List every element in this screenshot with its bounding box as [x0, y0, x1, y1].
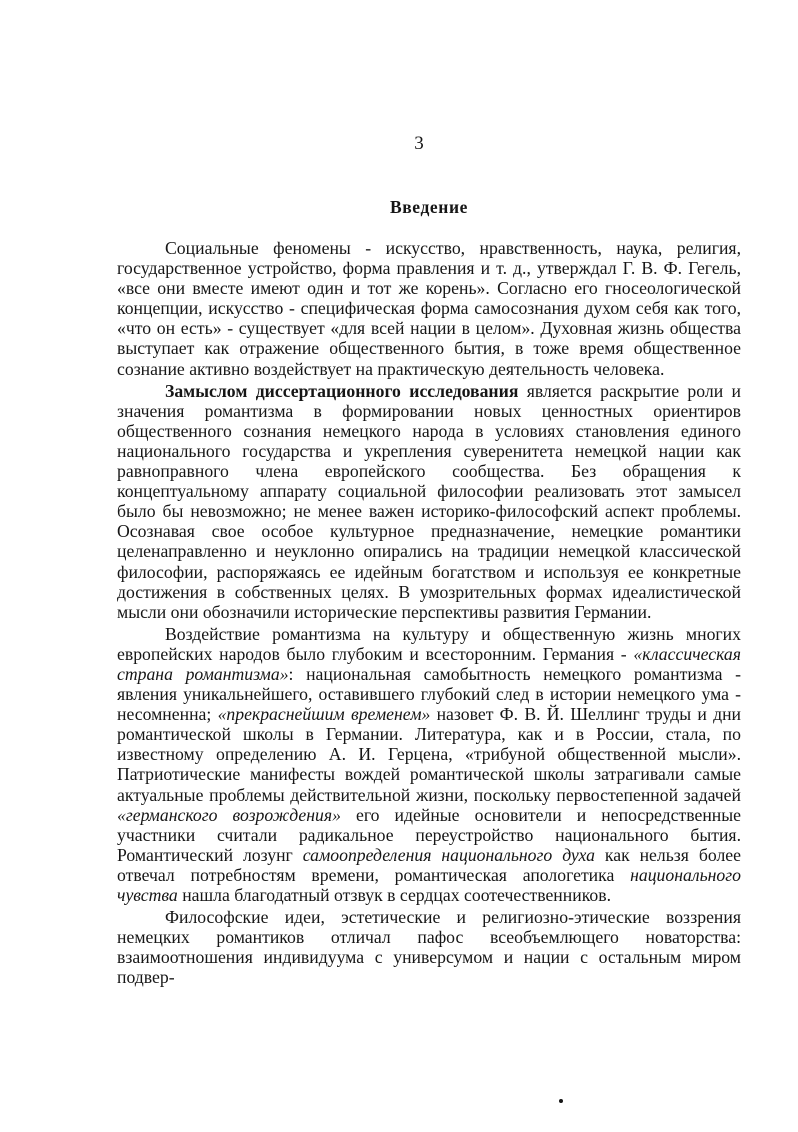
paragraph-2 [117, 381, 741, 622]
paragraph-3-text-c: назовет Ф. В. Й. Шеллинг труды и дни романтической школы в Германии. Литература, как и в России, стала, по известному определению А. И. Герцена, «трибуной общественной мысли». Патриотические манифесты вождей романтической школы затрагивали самые актуальные проблемы действительной жизни, поскольку первостепенной задачей [117, 704, 741, 805]
finest-time-quote: «прекраснейшим временем» [217, 704, 431, 725]
paragraph-1-text: Социальные феномены - искусство, нравственность, наука, религия, государственное устройство, форма правления и т. д., утверждал Г. В. Ф. Гегель, «все они вместе имеют один и тот же корень». Согласно его гносеологической концепции, искусство - специфическая форма самосознания духом себя как того, «что он есть» - существует «для всей нации в целом». Духовная жизнь общества выступает как отражение общественного бытия, в тоже время общественное сознание активно воздействует на практическую деятельность человека. [117, 238, 741, 379]
dissertation-concept-term: Замыслом диссертационного исследования [165, 380, 519, 401]
classic-country-quote: «классическая страна романтизма» [117, 643, 741, 684]
paragraph-3-text-b: : национальная самобытность немецкого романтизма - явления уникальнейшего, оставившего глубокий след в истории немецкого ума - несомненна; [117, 663, 741, 725]
national-feeling-term: национального чувства [117, 864, 741, 905]
paragraph-3 [117, 624, 741, 905]
paragraph-3-text-d: его идейные основители и непосредственные участники считали радикальное переустройство национального бытия. Романтический лозунг [117, 804, 742, 865]
section-heading: Введение [389, 197, 468, 217]
paragraph-3-text-e: как нельзя более отвечал потребностям времени, романтическая апологетика [117, 844, 741, 885]
national-spirit-term: самоопределения национального духа [302, 844, 595, 865]
page-number: 3 [414, 133, 424, 154]
paragraph-3-text-a: Воздействие романтизма на культуру и общественную жизнь многих европейских народов было глубоким и всесторонним. Германия - [117, 623, 741, 664]
paragraph-3-text-f: нашла благодатный отзвук в сердцах соотечественников. [177, 885, 612, 905]
paragraph-2-text: является раскрытие роли и значения романтизма в формировании новых ценностных ориентиров общественного сознания немецкого народа в условиях становления единого национального государства и укрепления суверенитета немецкой нации как равноправного члена европейского сообщества. Без обращения к концептуальному аппарату социальной философии реализовать этот замысел было бы невозможно; не менее важен историко-философский аспект проблемы. Осознавая свое особое культурное предназначение, немецкие романтики целенаправленно и неуклонно опирались на традиции немецкой классической философии, распоряжаясь ее идейным богатством и используя ее конкретные достижения в собственных целях. В умозрительных формах идеалистической мысли они обозначили исторические перспективы развития Германии. [117, 380, 742, 622]
scan-speck [559, 1099, 563, 1103]
body-text [117, 238, 741, 989]
paragraph-4 [117, 907, 741, 987]
paragraph-1 [117, 238, 741, 379]
paragraph-4-text: Философские идеи, эстетические и религиозно-этические воззрения немецких романтиков отличал пафос всеобъемлющего новаторства: взаимоотношения индивидуума с универсумом и нации с остальным миром подвер- [117, 907, 741, 988]
german-revival-quote: «германского возрождения» [117, 804, 341, 825]
